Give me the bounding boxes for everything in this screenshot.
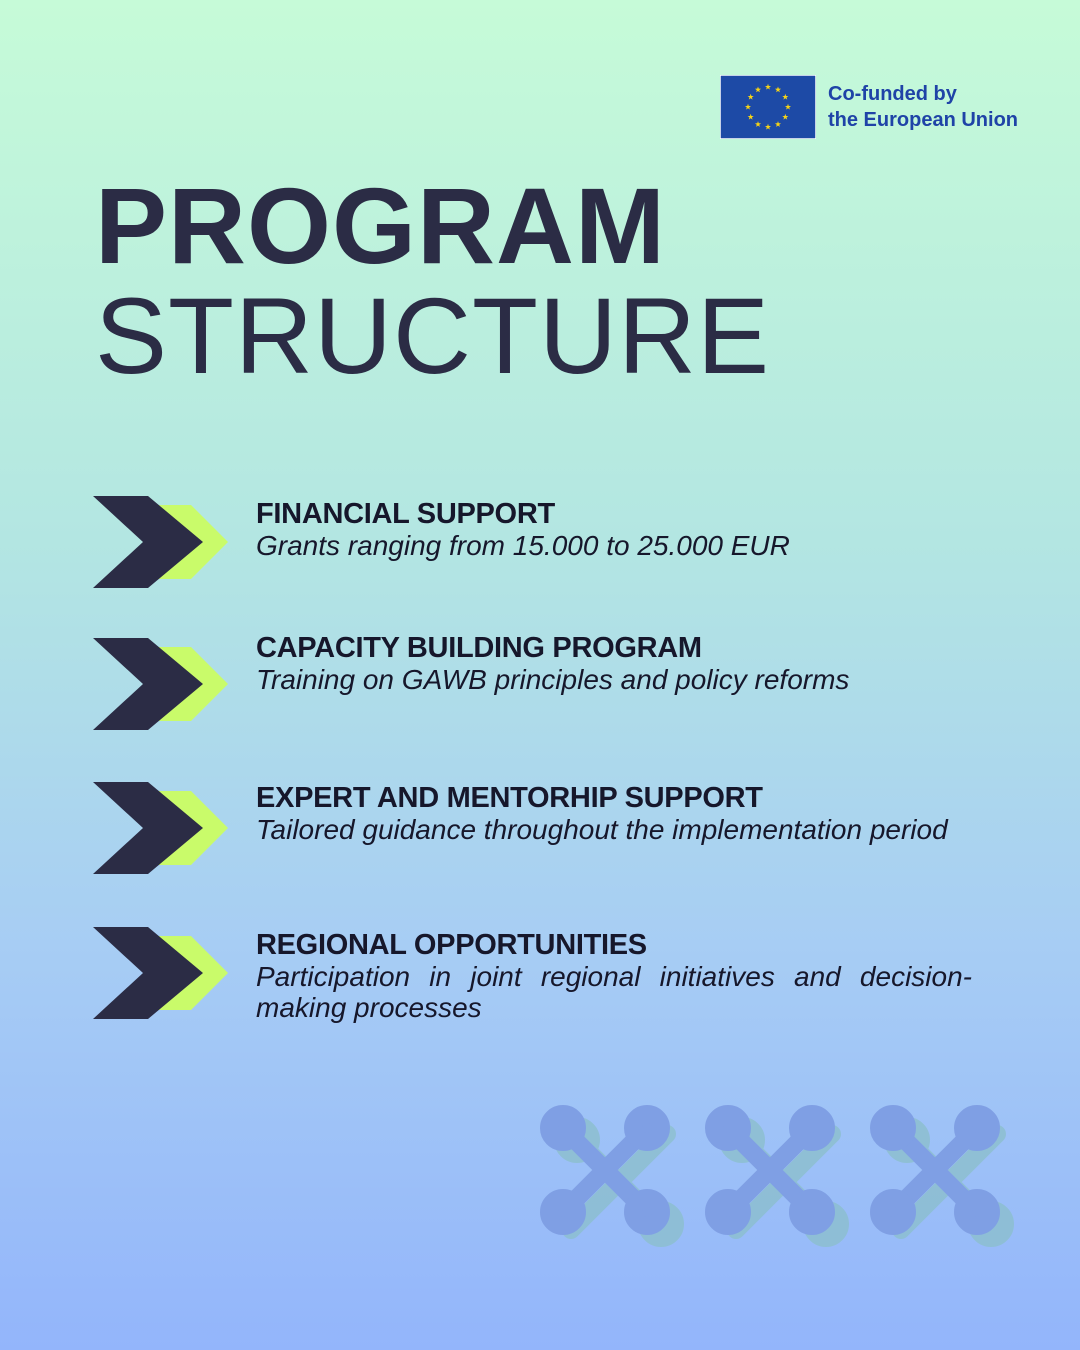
eu-funding-badge [720,75,1018,139]
item-heading: FINANCIAL SUPPORT [256,498,555,530]
item-heading: REGIONAL OPPORTUNITIES [256,929,647,961]
list-item-regional-opportunities [88,927,988,1037]
decorative-x-icon [549,1114,675,1238]
decorative-x-marks [535,1100,1035,1260]
chevron-right-icon [88,496,228,588]
title-line-structure: STRUCTURE [95,275,770,396]
item-description: Training on GAWB principles and policy reforms [256,664,850,695]
eu-text-line1: Co-funded by [828,83,957,105]
item-heading: CAPACITY BUILDING PROGRAM [256,632,702,664]
decorative-x-icon [714,1114,840,1238]
item-description: Grants ranging from 15.000 to 25.000 EUR [256,530,790,561]
item-heading: EXPERT AND MENTORHIP SUPPORT [256,782,763,814]
list-item-expert-mentorship [88,782,988,892]
eu-funding-text [828,81,1018,133]
decorative-x-icon [879,1114,1005,1238]
item-description: Tailored guidance throughout the implementation period [256,814,948,845]
chevron-right-icon [88,782,228,874]
list-item-financial-support [88,496,988,606]
chevron-right-icon [88,638,228,730]
eu-text-line2: the European Union [828,109,1018,131]
title-line-program: PROGRAM [95,165,666,286]
eu-flag-icon [720,75,816,139]
list-item-capacity-building [88,632,988,748]
page-title [95,165,770,396]
chevron-right-icon [88,927,228,1019]
item-description: Participation in joint regional initiatives and decision-making processes [256,961,972,1023]
